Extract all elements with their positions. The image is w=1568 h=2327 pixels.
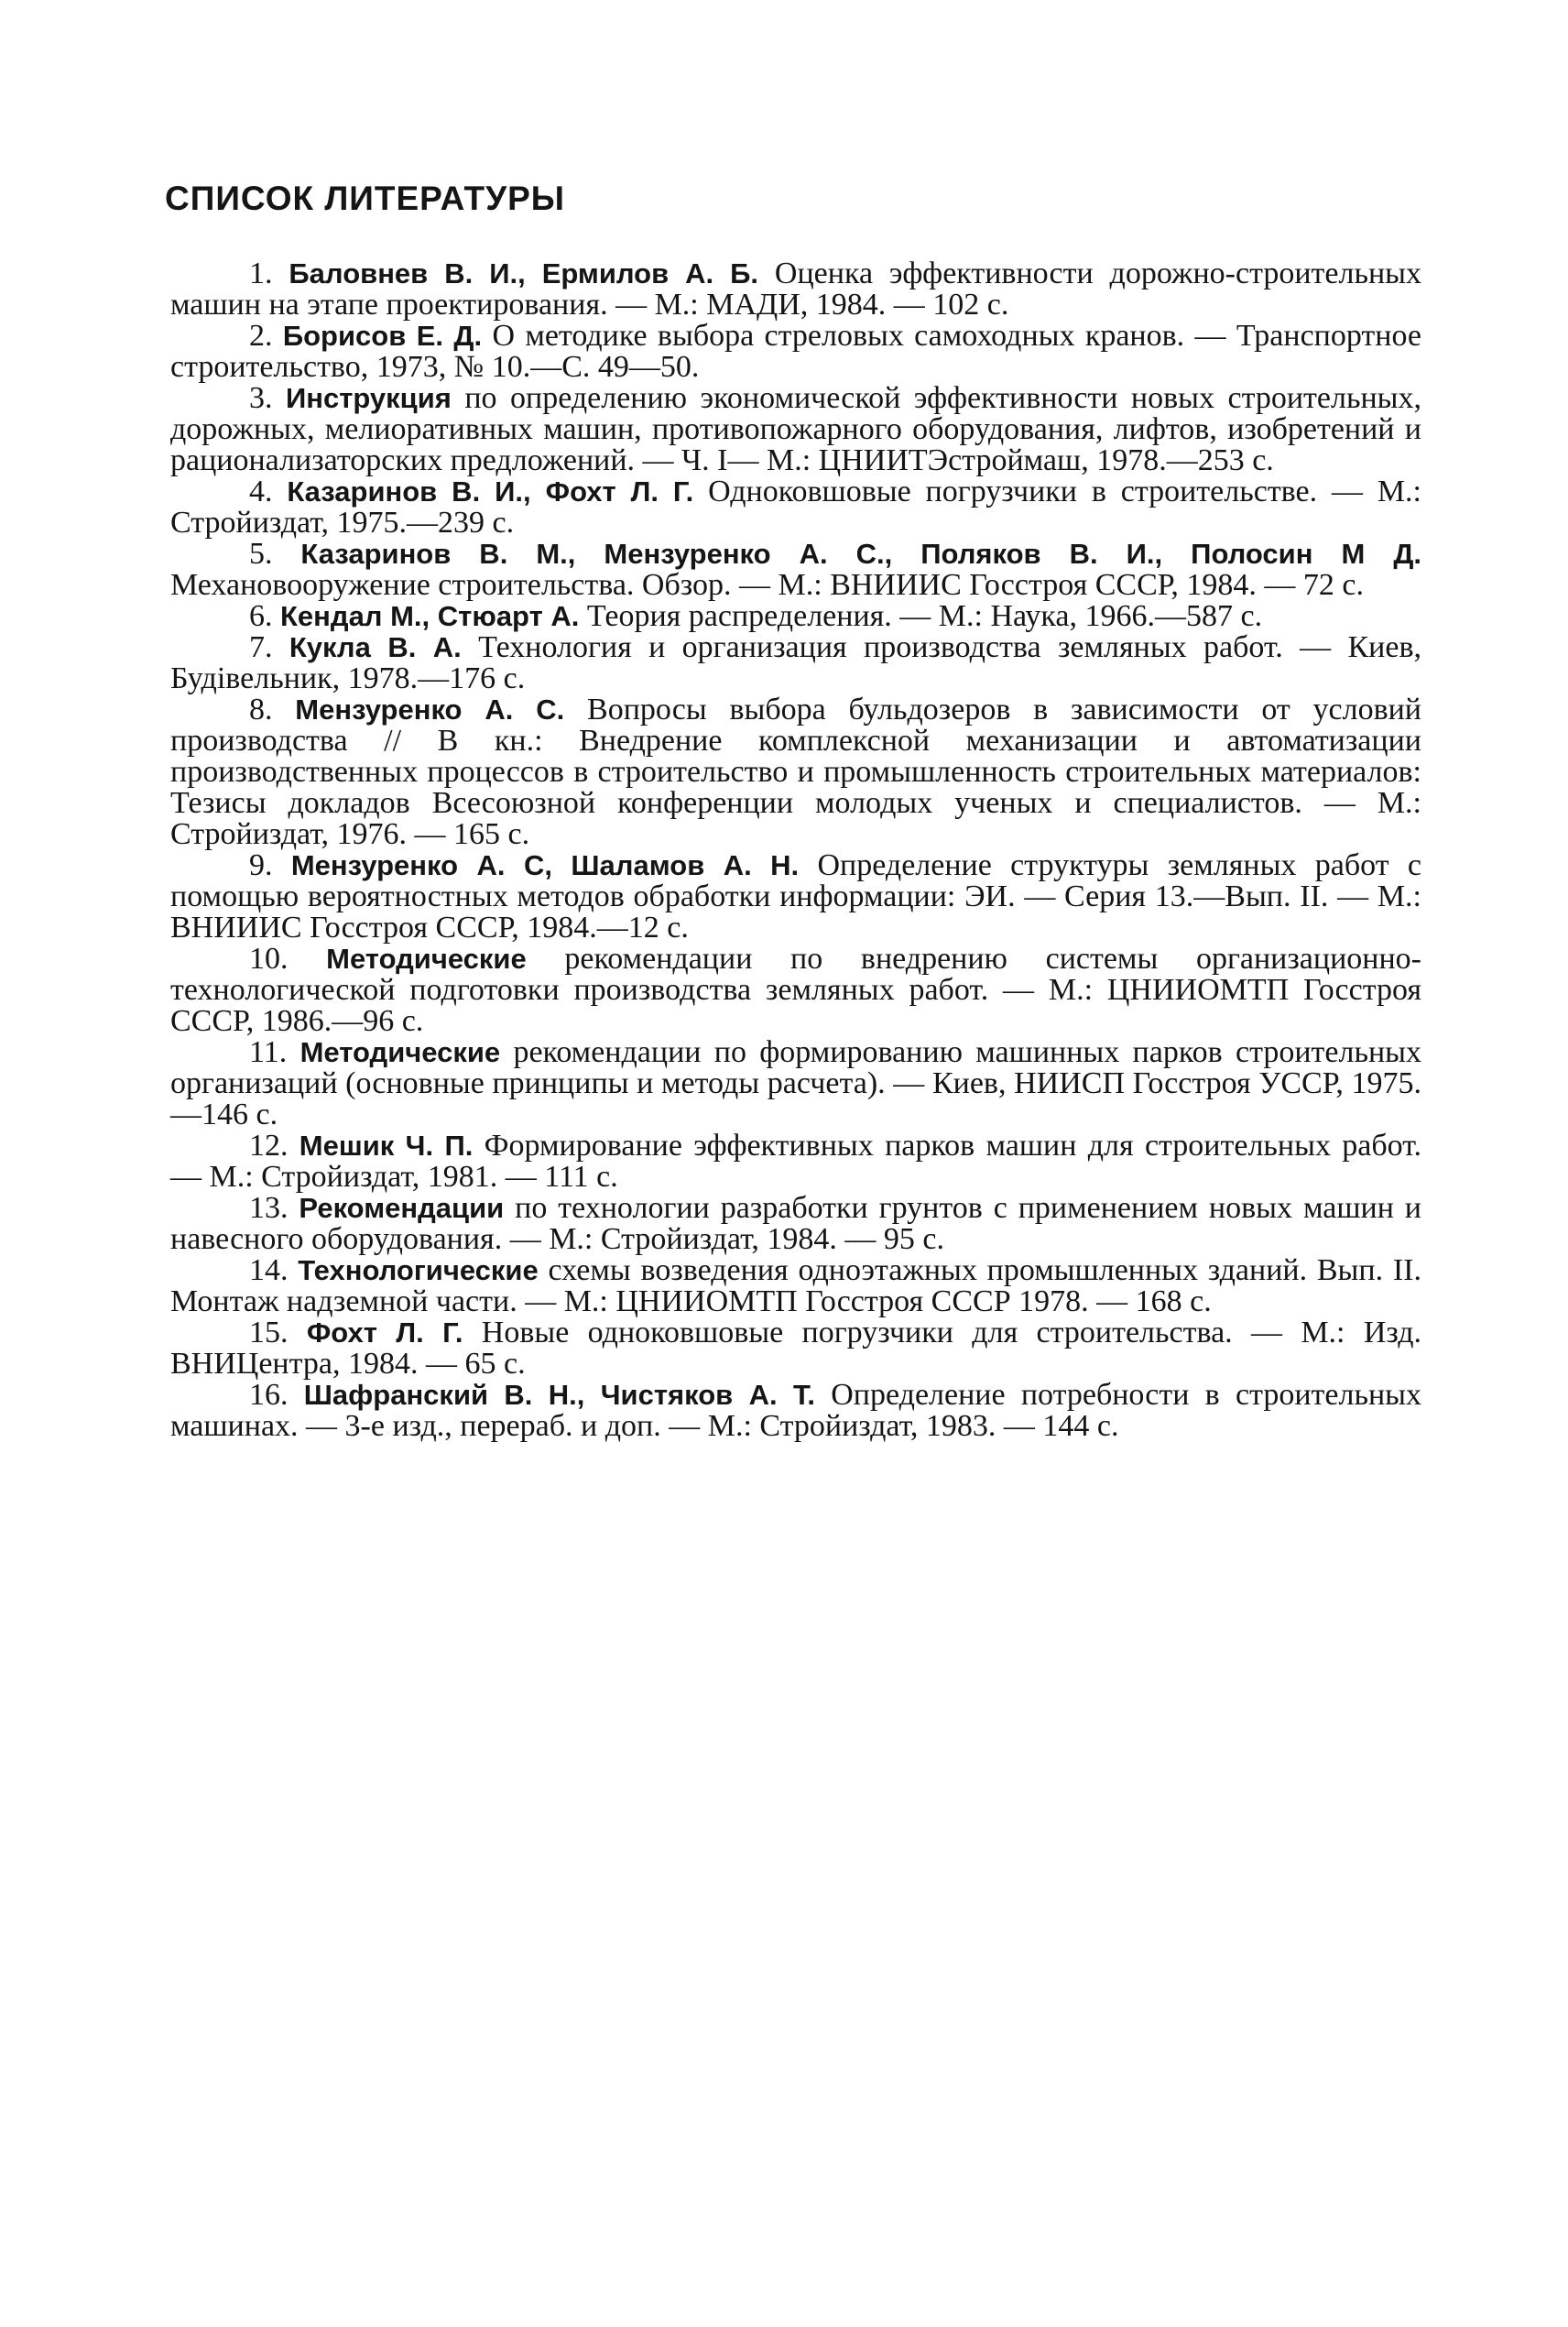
reference-authors: Методические <box>299 1036 501 1068</box>
reference-text: О методике выбора стреловых самоходных кранов. — Транспортное строительство, 1973, № 10.—С. 49—50. <box>170 319 1421 384</box>
reference-number: 6. <box>249 599 273 633</box>
reference-authors: Баловнев В. И., Ермилов А. Б. <box>289 257 759 290</box>
reference-list <box>170 258 1421 1442</box>
reference-number: 3. <box>249 381 273 415</box>
reference-item <box>170 601 1421 632</box>
reference-authors: Кукла В. А. <box>289 631 462 663</box>
reference-authors: Инструкция <box>285 382 452 414</box>
reference-authors: Фохт Л. Г. <box>306 1316 463 1349</box>
reference-text: Механовооружение строительства. Обзор. — М.: ВНИИИС Госстроя СССР, 1984. — 72 с. <box>170 568 1365 602</box>
reference-item <box>170 1037 1421 1131</box>
reference-text: по определению экономической эффективности новых строительных, дорожных, мелиоративных машин, противопожарного оборудования, лифтов, изобретений и рационализаторских предложений. — Ч. I— М.: ЦНИИТЭстроймаш, 1978.—253 с. <box>170 381 1422 477</box>
reference-authors: Казаринов В. М., Мензуренко А. С., Поляков В. И., Полосин М Д. <box>300 538 1422 570</box>
reference-authors: Рекомендации <box>299 1192 505 1224</box>
reference-number: 16. <box>249 1378 289 1412</box>
reference-number: 14. <box>249 1253 289 1287</box>
reference-number: 1. <box>249 257 273 290</box>
reference-number: 13. <box>249 1191 289 1225</box>
reference-item <box>170 850 1421 944</box>
reference-authors: Мензуренко А. С. <box>295 694 565 726</box>
reference-item <box>170 632 1421 694</box>
reference-item <box>170 694 1421 850</box>
reference-number: 7. <box>249 630 273 664</box>
reference-item <box>170 258 1421 321</box>
reference-text: по технологии разработки грунтов с применением новых машин и навесного оборудования. — М.: Стройиздат, 1984. — 95 с. <box>170 1191 1421 1256</box>
page-title: СПИСОК ЛИТЕРАТУРЫ <box>165 180 566 217</box>
reference-item <box>170 1131 1421 1193</box>
reference-text: Оценка эффективности дорожно-строительных машин на этапе проектирования. — М.: МАДИ, 1984. — 102 с. <box>170 257 1422 322</box>
reference-number: 15. <box>249 1316 289 1349</box>
reference-number: 2. <box>249 319 273 353</box>
reference-text: Определение структуры земляных работ с помощью вероятностных методов обработки информации: ЭИ. — Серия 13.—Вып. II. — М.: ВНИИИС Госстроя СССР, 1984.—12 с. <box>170 848 1421 945</box>
reference-authors: Кендал М., Стюарт А. <box>280 600 580 632</box>
reference-number: 11. <box>249 1035 288 1069</box>
reference-text: Технология и организация производства земляных работ. — Киев, Будiвельник, 1978.—176 с. <box>170 630 1421 695</box>
reference-text: Вопросы выбора бульдозеров в зависимости от условий производства // В кн.: Внедрение комплексной механизации и автоматизации производственных процессов в строительство и промышленность строительных материалов: Тезисы докладов Всесоюзной конференции молодых ученых и специалистов. — М.: Стройиздат, 1976. — 165 с. <box>170 693 1422 851</box>
reference-item <box>170 476 1421 539</box>
reference-number: 4. <box>249 475 273 508</box>
reference-text: схемы возведения одноэтажных промышленных зданий. Вып. II. Монтаж надземной части. — М.: ЦНИИОМТП Госстроя СССР 1978. — 168 с. <box>170 1253 1421 1318</box>
reference-number: 10. <box>249 942 289 976</box>
reference-item <box>170 1255 1421 1317</box>
reference-item <box>170 383 1421 476</box>
reference-authors: Казаринов В. И., Фохт Л. Г. <box>287 475 694 508</box>
reference-authors: Мензуренко А. С, Шаламов А. Н. <box>290 849 800 881</box>
reference-text: Теория распределения. — М.: Наука, 1966.—587 с. <box>579 599 1263 633</box>
reference-text: Формирование эффективных парков машин для строительных работ. — М.: Стройиздат, 1981. — 111 с. <box>170 1129 1422 1194</box>
reference-authors: Борисов Е. Д. <box>282 320 483 352</box>
reference-number: 9. <box>249 848 273 882</box>
reference-item <box>170 944 1421 1037</box>
reference-text: рекомендации по формированию машинных парков строительных организаций (основные принципы и методы расчета). — Киев, НИИСП Госстроя УССР, 1975.—146 с. <box>170 1035 1422 1131</box>
reference-text: рекомендации по внедрению системы организационно-технологической подготовки производства земляных работ. — М.: ЦНИИОМТП Госстроя СССР, 1986.—96 с. <box>170 942 1421 1038</box>
reference-item <box>170 539 1421 601</box>
reference-text: Определение потребности в строительных машинах. — 3-е изд., перераб. и доп. — М.: Стройиздат, 1983. — 144 с. <box>170 1378 1422 1443</box>
reference-number: 5. <box>249 537 273 571</box>
reference-item <box>170 1193 1421 1255</box>
reference-item <box>170 1380 1421 1442</box>
reference-item <box>170 1317 1421 1380</box>
reference-text: Новые одноковшовые погрузчики для строительства. — М.: Изд. ВНИЦентра, 1984. — 65 с. <box>170 1316 1422 1381</box>
reference-authors: Шафранский В. Н., Чистяков А. Т. <box>303 1379 815 1411</box>
reference-authors: Технологические <box>298 1254 539 1286</box>
reference-text: Одноковшовые погрузчики в строительстве. — М.: Стройиздат, 1975.—239 с. <box>170 475 1421 540</box>
reference-authors: Мешик Ч. П. <box>299 1130 474 1162</box>
reference-authors: Методические <box>326 943 527 975</box>
reference-item <box>170 321 1421 383</box>
reference-number: 8. <box>249 693 273 727</box>
reference-number: 12. <box>249 1129 289 1163</box>
